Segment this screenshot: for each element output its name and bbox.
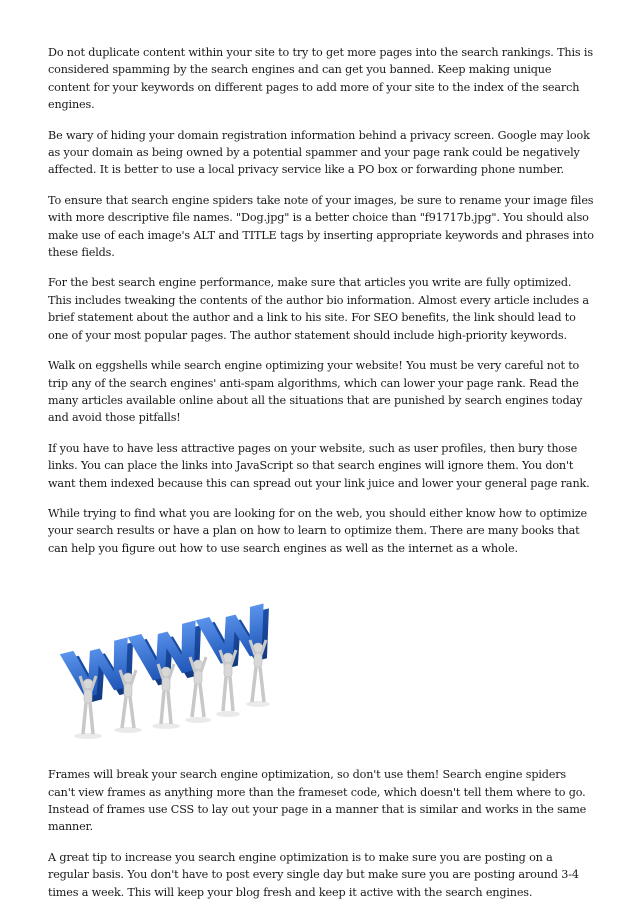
paragraph-bury-links: If you have to have less attractive pages on your website, such as user profiles, then bury those links. You can place the links into JavaScript so that search engines will ignore them. You don't want them indexed because this can spread out your link juice and lower your general page rank. <box>48 441 590 490</box>
article-body <box>48 44 596 914</box>
paragraph-anti-spam: Walk on eggshells while search engine optimizing your website! You must be very careful not to trip any of the search engines' anti-spam algorithms, which can lower your page rank. Read the many articles available online about all the situations that are punished by search engines today and avoid those pitfalls! <box>48 359 583 425</box>
paragraph-posting-regularly: A great tip to increase you search engine optimization is to make sure you are posting on a regular basis. You don't have to post every single day but make sure you are posting around 3-4 times a week. This will keep your blog fresh and keep it active with the search engines. <box>48 850 579 899</box>
paragraph-search-results: While trying to find what you are looking for on the web, you should either know how to optimize your search results or have a plan on how to learn to optimize them. There are many books that can help you figure out how to use search engines as well as the internet as a whole. <box>48 506 588 555</box>
paragraph-frames: Frames will break your search engine optimization, so don't use them! Search engine spiders can't view frames as anything more than the frameset code, which doesn't tell them where to go. Instead of frames use CSS to lay out your page in a manner that is similar and works in the same manner. <box>48 768 587 834</box>
www-illustration <box>48 570 288 750</box>
paragraph-image-filenames: To ensure that search engine spiders take note of your images, be sure to rename your image files with more descriptive file names. "Dog.jpg" is a better choice than "f91717b.jpg". You should also make use of each image's ALT and TITLE tags by inserting appropriate keywords and phrases into these fields. <box>48 193 594 260</box>
paragraph-author-bio: For the best search engine performance, make sure that articles you write are fully optimized. This includes tweaking the contents of the author bio information. Almost every article includes a brief statement about the author and a link to his site. For SEO benefits, the link should lead to one of your most popular pages. The author statement should include high-priority keywords. <box>48 276 589 342</box>
paragraph-domain-privacy: Be wary of hiding your domain registration information behind a privacy screen. Google may look as your domain as being owned by a potential spammer and your page rank could be negatively affected. It is better to use a local privacy service like a PO box or forwarding phone number. <box>48 128 590 177</box>
www-letters-carried-by-figures-icon <box>48 570 288 750</box>
paragraph-duplicate-content: Do not duplicate content within your site to try to get more pages into the search rankings. This is considered spamming by the search engines and can get you banned. Keep making unique content for your keywords on different pages to add more of your site to the index of the search engines. <box>48 46 593 112</box>
